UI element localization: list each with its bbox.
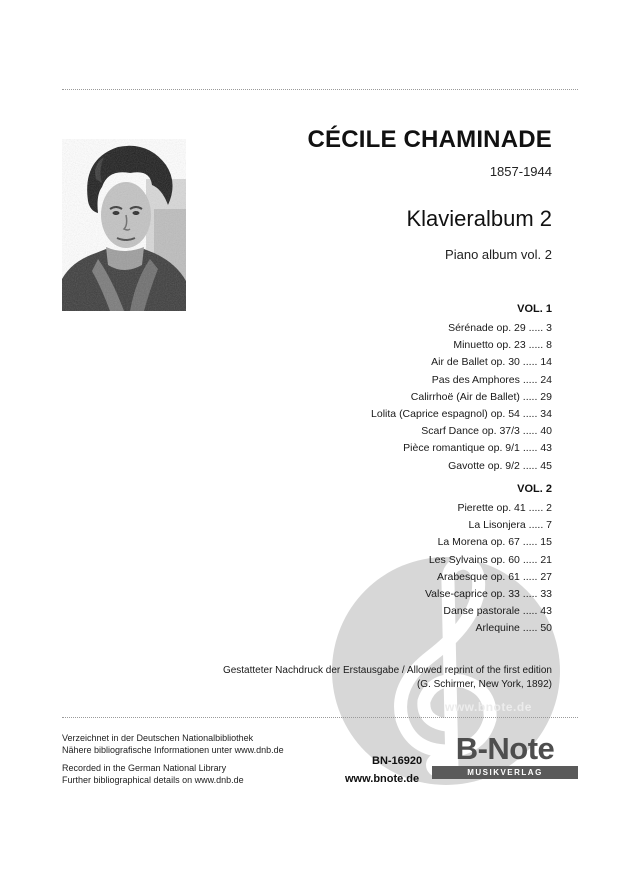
biblio-en-line-1: Recorded in the German National Library [62,763,227,773]
toc-entry: Calirrhoë (Air de Ballet) ..... 29 [410,390,552,403]
album-title: Klavieralbum 2 [406,206,552,231]
toc-entry: Valse-caprice op. 33 ..... 33 [424,588,552,601]
toc-entry: La Morena op. 67 ..... 15 [437,536,552,549]
watermark-website: www.bnote.de [445,700,532,714]
toc-entry: La Lisonjera ..... 7 [468,519,552,532]
toc-entry: Air de Ballet op. 30 ..... 14 [431,356,552,369]
toc-entry: Pierette op. 41 ..... 2 [457,502,552,514]
reprint-line-2: (G. Schirmer, New York, 1892) [416,679,552,690]
bottom-divider [62,717,578,718]
toc-entry: Minuetto op. 23 ..... 8 [453,339,552,352]
top-divider [62,89,578,90]
bibliographic-info [62,732,284,786]
publisher-website[interactable]: www.bnote.de [345,773,420,785]
logo-tagline: MUSIKVERLAG [432,766,578,779]
volume-2-heading: VOL. 2 [517,483,552,495]
toc-entry: Arabesque op. 61 ..... 27 [437,570,552,583]
toc-entry: Sérénade op. 29 ..... 3 [448,322,552,334]
toc-entry: Gavotte op. 9/2 ..... 45 [448,459,552,472]
toc-entry: Pas des Amphores ..... 24 [431,373,552,386]
biblio-de-line-1: Verzeichnet in der Deutschen Nationalbibliothek [62,733,254,743]
biblio-german [62,732,284,756]
biblio-de-line-2: Nähere bibliografische Informationen unter www.dnb.de [62,745,284,755]
biblio-english [62,762,284,786]
publisher-logo [432,733,578,779]
biblio-en-line-2: Further bibliographical details on www.dnb.de [62,775,244,785]
toc-entry: Lolita (Caprice espagnol) op. 54 ..... 34 [371,408,552,421]
album-subtitle: Piano album vol. 2 [445,247,552,262]
toc-volume-2 [222,482,552,638]
composer-dates: 1857-1944 [489,164,552,179]
reprint-line-1: Gestatteter Nachdruck der Erstausgabe / Allowed reprint of the first edition [222,665,552,676]
toc-entry: Arlequine ..... 50 [475,622,552,635]
reprint-notice [223,664,552,692]
composer-portrait [62,139,186,311]
composer-name: CÉCILE CHAMINADE [307,126,552,153]
catalog-number: BN-16920 [372,755,423,767]
toc-entry: Danse pastorale ..... 43 [443,605,552,618]
toc-entry: Scarf Dance op. 37/3 ..... 40 [421,425,552,438]
logo-wordmark: B-Note [455,731,555,766]
toc-entry: Les Sylvains op. 60 ..... 21 [428,553,552,566]
toc-entry: Pièce romantique op. 9/1 ..... 43 [403,442,552,455]
toc-volume-1 [222,302,552,475]
volume-1-heading: VOL. 1 [517,303,552,315]
